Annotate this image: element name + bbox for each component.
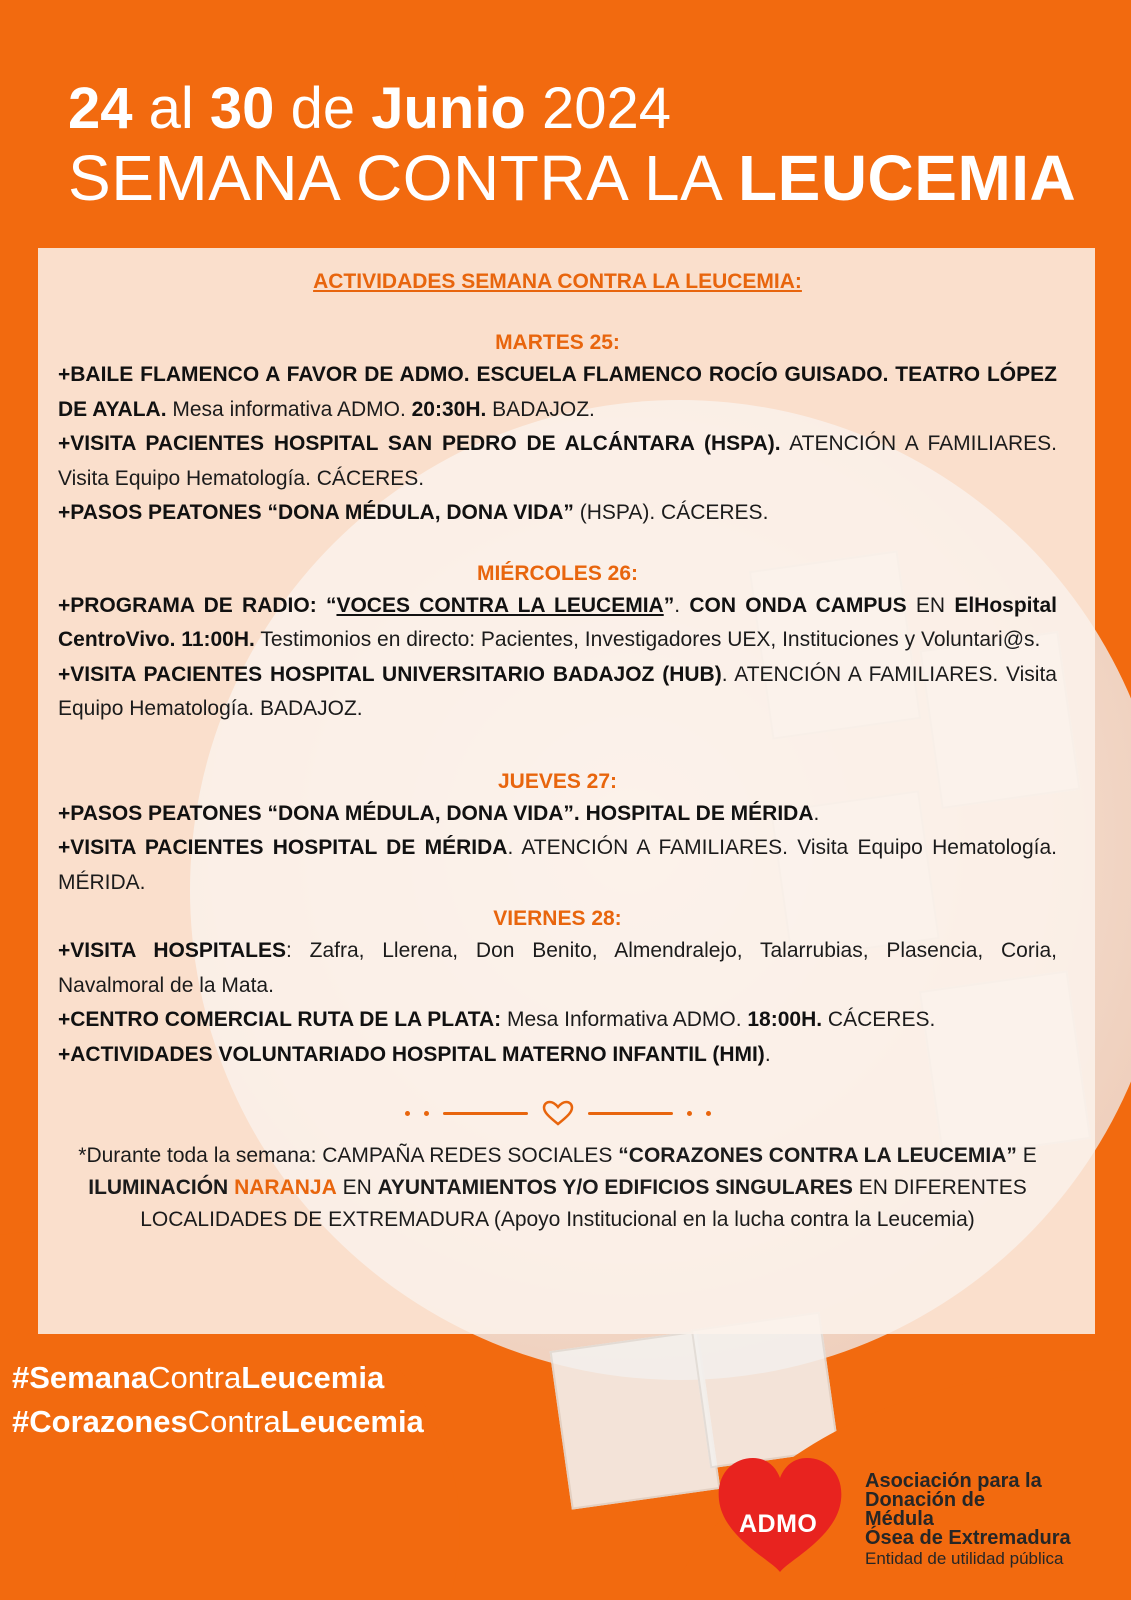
activities-panel (38, 248, 1095, 1334)
heart-divider (58, 1100, 1057, 1126)
activity-item: +CENTRO COMERCIAL RUTA DE LA PLATA: Mesa Informativa ADMO. 18:00H. CÁCERES. (58, 1008, 936, 1031)
activity-item: +VISITA HOSPITALES: Zafra, Llerena, Don Benito, Almendralejo, Talarrubias, Plasencia, Coria, Navalmoral de la Mata. (58, 939, 1058, 997)
date-range: 24 al 30 de Junio 2024 (68, 76, 672, 141)
activity-item: +PROGRAMA DE RADIO: “VOCES CONTRA LA LEUCEMIA”. CON ONDA CAMPUS EN ElHospital CentroVivo. 11:00H. Testimonios en directo: Pacientes, Investigadores UEX, Instituciones y Voluntari@s. (58, 593, 1058, 651)
footnote: *Durante toda la semana: CAMPAÑA REDES SOCIALES “CORAZONES CONTRA LA LEUCEMIA” E ILUMINACIÓN NARANJA EN AYUNTAMIENTOS Y/O EDIFICIOS SINGULARES EN DIFERENTES LOCALIDADES DE EXTREMADURA (Apoyo Institucional en la lucha contra la Leucemia) (78, 1144, 1037, 1231)
panel-title: ACTIVIDADES SEMANA CONTRA LA LEUCEMIA: (313, 270, 802, 293)
activity-item: +PASOS PEATONES “DONA MÉDULA, DONA VIDA” (HSPA). CÁCERES. (58, 501, 769, 524)
day-heading-jueves: JUEVES 27: (497, 769, 618, 793)
day-heading-miercoles: MIÉRCOLES 26: (476, 561, 639, 585)
admo-logo (725, 1462, 1115, 1587)
activity-item: +VISITA PACIENTES HOSPITAL UNIVERSITARIO BADAJOZ (HUB). ATENCIÓN A FAMILIARES. Visita Equipo Hematología. BADAJOZ. (58, 662, 1057, 720)
activity-item: +VISITA PACIENTES HOSPITAL DE MÉRIDA. ATENCIÓN A FAMILIARES. Visita Equipo Hematología. MÉRIDA. (58, 836, 1057, 894)
logo-heart-label: ADMO (739, 1510, 818, 1538)
heart-outline-icon (542, 1100, 574, 1126)
day-heading-viernes: VIERNES 28: (493, 907, 622, 930)
activity-item: +ACTIVIDADES VOLUNTARIADO HOSPITAL MATERNO INFANTIL (HMI). (58, 1042, 771, 1066)
activity-item: +BAILE FLAMENCO A FAVOR DE ADMO. ESCUELA FLAMENCO ROCÍO GUISADO. TEATRO LÓPEZ DE AYALA. Mesa informativa ADMO. 20:30H. BADAJOZ. (58, 363, 1057, 421)
day-heading-martes: MARTES 25: (495, 331, 620, 354)
poster-header (68, 78, 1076, 216)
activity-item: +PASOS PEATONES “DONA MÉDULA, DONA VIDA”. HOSPITAL DE MÉRIDA. (58, 801, 820, 825)
hashtag-corazones: #CorazonesContraLeucemia (12, 1404, 424, 1439)
hashtags (12, 1356, 424, 1444)
logo-text: Asociación para la Donación de Médula Ósea de Extremadura Entidad de utilidad pública (865, 1470, 1071, 1568)
activity-item: +VISITA PACIENTES HOSPITAL SAN PEDRO DE ALCÁNTARA (HSPA). ATENCIÓN A FAMILIARES. Visita Equipo Hematología. CÁCERES. (58, 432, 1057, 490)
hashtag-semana: #SemanaContraLeucemia (12, 1360, 385, 1395)
campaign-title: SEMANA CONTRA LA LEUCEMIA (68, 142, 1077, 214)
